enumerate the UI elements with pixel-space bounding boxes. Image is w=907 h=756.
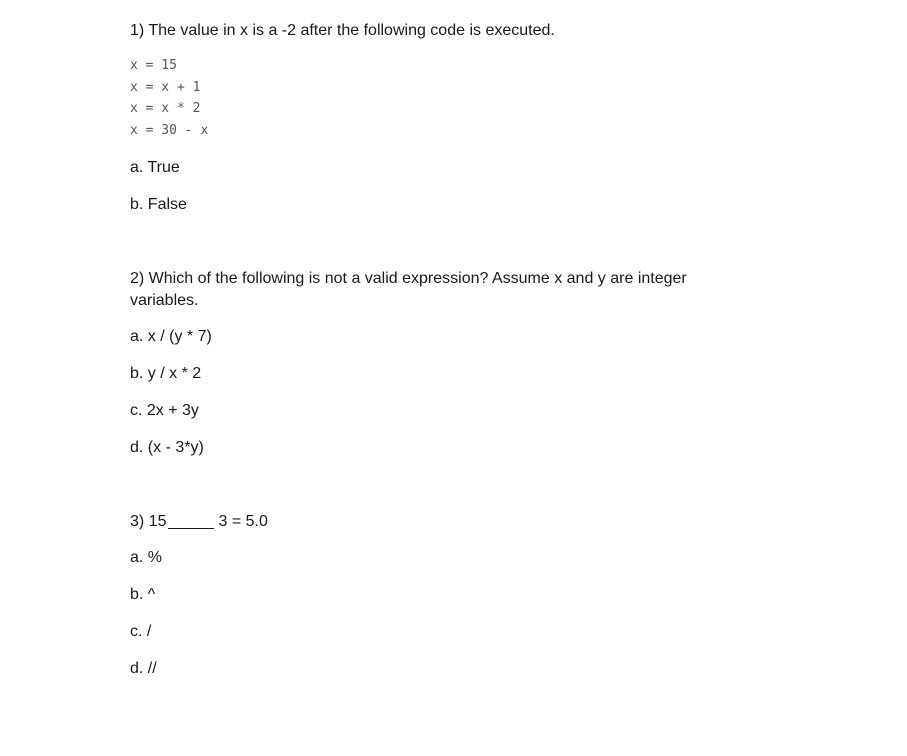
question-2-option-a: a. x / (y * 7) <box>130 328 212 345</box>
question-2-option-c: c. 2x + 3y <box>130 402 199 419</box>
question-3-option-a: a. % <box>130 549 163 566</box>
question-2-text: 2) Which of the following is not a valid expression? Assume x and y are integer variables. <box>130 270 687 309</box>
question-3-option-b: b. ^ <box>130 586 156 603</box>
question-3-text <box>130 511 268 533</box>
code-line-1: x = 15 <box>130 58 177 73</box>
question-2-option-d: d. (x - 3*y) <box>130 439 204 456</box>
question-3-option-c: c. / <box>130 623 152 640</box>
code-line-4: x = 30 - x <box>130 122 209 138</box>
code-line-3: x = x * 2 <box>130 101 201 116</box>
question-3-option-d: d. // <box>130 660 157 677</box>
question-3-text-before: 3) 15 <box>130 513 167 530</box>
answer-blank <box>168 512 214 529</box>
question-1-option-a: a. True <box>130 159 180 176</box>
question-1-text: 1) The value in x is a -2 after the following code is executed. <box>130 22 555 39</box>
question-1-option-b: b. False <box>130 196 187 213</box>
question-3-text-after: 3 = 5.0 <box>218 513 268 530</box>
code-line-2: x = x + 1 <box>130 79 201 95</box>
code-snippet <box>130 55 208 141</box>
question-2-option-b: b. y / x * 2 <box>130 365 202 382</box>
